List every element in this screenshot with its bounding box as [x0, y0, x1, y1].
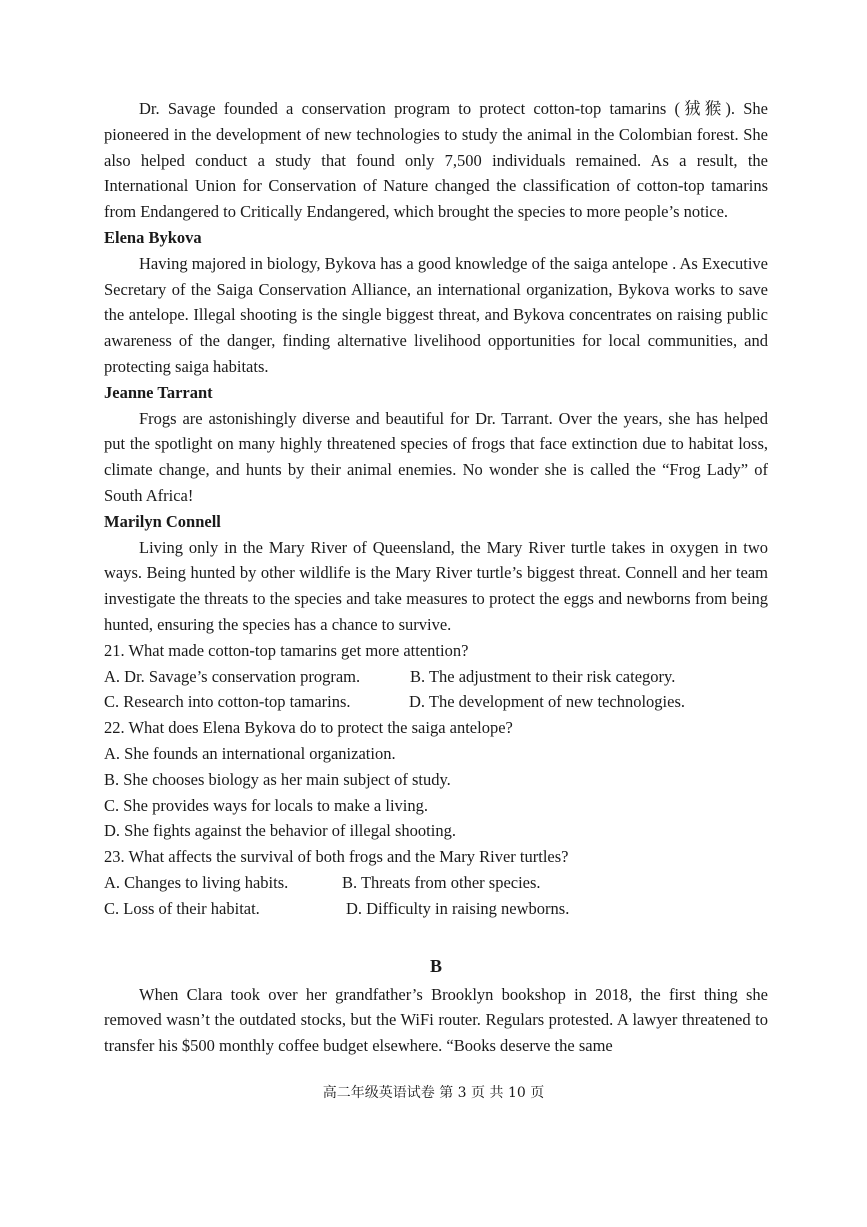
- page-footer: 高二年级英语试卷 第 3 页 共 10 页: [322, 1085, 545, 1101]
- option-c: C. Loss of their habitat.: [104, 898, 260, 918]
- section-b-title: B: [429, 955, 442, 976]
- option-a: A. Dr. Savage’s conservation program.: [104, 666, 361, 686]
- option-c: C. She provides ways for locals to make a living.: [104, 795, 428, 815]
- option-d: D. The development of new technologies.: [409, 692, 685, 712]
- bykova-heading: Elena Bykova: [104, 227, 202, 247]
- option-d: D. Difficulty in raising newborns.: [346, 898, 570, 918]
- option-b: B. The adjustment to their risk category.: [410, 666, 676, 686]
- connell-heading: Marilyn Connell: [104, 511, 221, 531]
- question-stem: 22. What does Elena Bykova do to protect the saiga antelope?: [104, 718, 513, 738]
- option-b: B. Threats from other species.: [342, 872, 541, 892]
- option-row: [104, 896, 768, 922]
- question-stem: 23. What affects the survival of both frogs and the Mary River turtles?: [104, 847, 569, 867]
- bykova-paragraph: Having majored in biology, Bykova has a good knowledge of the saiga antelope . As Executive Secretary of the Saiga Conservation Alliance, an international organization, Bykova works to save the antelope. Illegal shooting is the single biggest threat, and Bykova concentrates on raising public awareness of the danger, finding alternative livelihood opportunities for local communities, and protecting saiga habitats.: [104, 253, 768, 376]
- tarrant-paragraph: Frogs are astonishingly diverse and beautiful for Dr. Tarrant. Over the years, she has helped put the spotlight on many highly threatened species of frogs that face extinction due to habitat loss, climate change, and hunts by their animal enemies. No wonder she is called the “Frog Lady” of South Africa!: [104, 408, 768, 505]
- question-22: [104, 715, 768, 844]
- question-stem: 21. What made cotton-top tamarins get more attention?: [104, 640, 469, 660]
- savage-paragraph: Dr. Savage founded a conservation program to protect cotton-top tamarins (狨猴). She pioneered in the development of new technologies to study the animal in the Colombian forest. She also helped conduct a study that found only 7,500 individuals remained. As a result, the International Union for Conservation of Nature changed the classification of cotton-top tamarins from Endangered to Critically Endangered, which brought the species to more people’s notice.: [104, 99, 768, 222]
- question-23: [104, 844, 768, 921]
- option-d: D. She fights against the behavior of illegal shooting.: [104, 821, 456, 841]
- option-row: [104, 664, 768, 690]
- option-row: [104, 689, 768, 715]
- connell-paragraph: Living only in the Mary River of Queensland, the Mary River turtle takes in oxygen in two ways. Being hunted by other wildlife is the Mary River turtle’s biggest threat. Connell and her team investigate the threats to the species and take measures to protect the eggs and newborns from being hunted, ensuring the species has a chance to survive.: [104, 537, 768, 634]
- question-21: [104, 638, 768, 715]
- passage-b-paragraph: When Clara took over her grandfather’s Brooklyn bookshop in 2018, the first thing she removed wasn’t the outdated stocks, but the WiFi router. Regulars protested. A lawyer threatened to transfer his $500 monthly coffee budget elsewhere. “Books deserve the same: [104, 984, 768, 1056]
- option-a: A. Changes to living habits.: [104, 872, 289, 892]
- tarrant-heading: Jeanne Tarrant: [104, 382, 213, 402]
- exam-page: [104, 96, 768, 1059]
- option-row: [104, 870, 768, 896]
- option-a: A. She founds an international organization.: [104, 743, 396, 763]
- option-b: B. She chooses biology as her main subject of study.: [104, 769, 451, 789]
- option-c: C. Research into cotton-top tamarins.: [104, 692, 351, 712]
